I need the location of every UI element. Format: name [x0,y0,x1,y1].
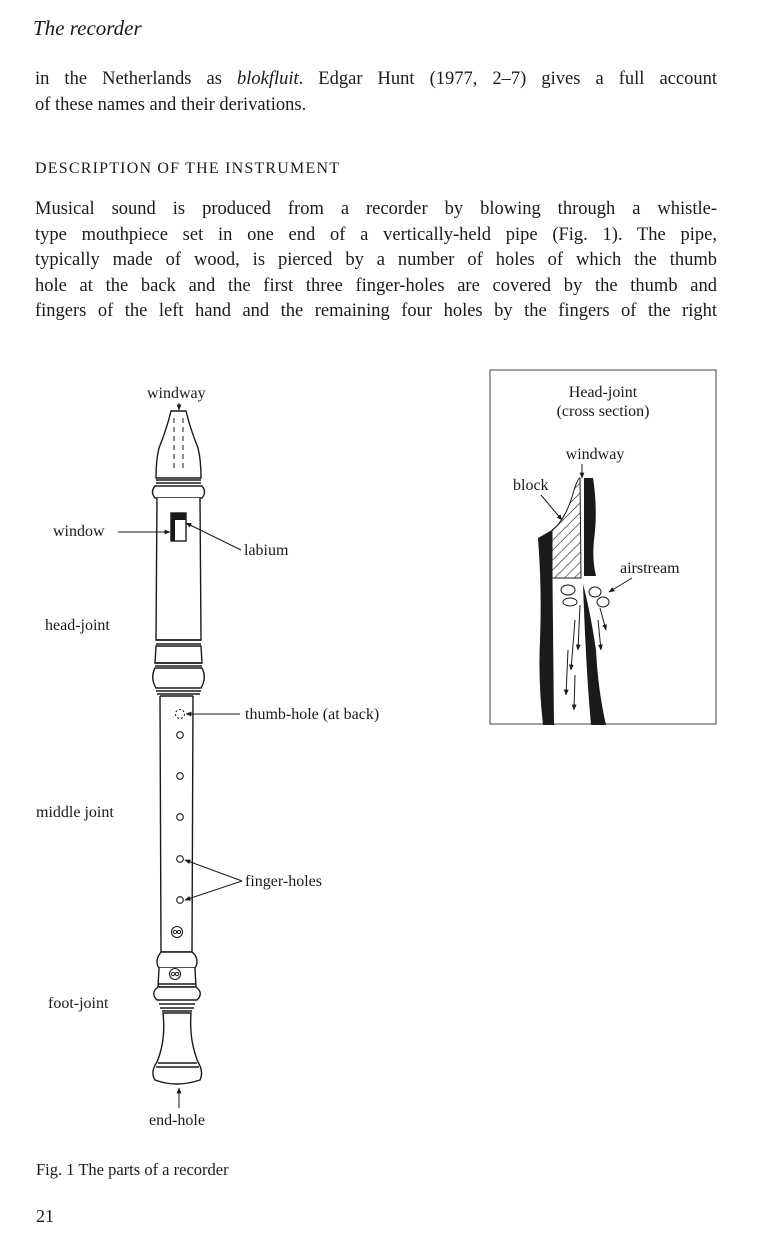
label-thumb-hole: thumb-hole (at back) [245,706,380,723]
label-window: window [53,523,105,540]
paragraph-line: of these names and their derivations. [35,94,307,115]
label-finger-holes: finger-holes [245,873,322,890]
inset-title: Head-joint [568,384,638,401]
running-head: The recorder [33,16,142,40]
paragraph-line: hole at the back and the first three finger-holes are covered by the thumb and [35,275,717,296]
recorder-labels [36,385,379,1129]
paragraph-line: fingers of the left hand and the remaining four holes by the fingers of the right [35,301,717,321]
label-labium: labium [244,542,289,559]
paragraph-line: Musical sound is produced from a recorder by blowing through a whistle- [35,199,717,219]
italic-term: blokfluit [236,69,299,89]
recorder-drawing [153,411,205,1084]
paragraph-description [35,197,717,325]
section-heading: DESCRIPTION OF THE INSTRUMENT [35,160,341,177]
label-windway: windway [147,385,206,402]
inset-label-windway: windway [565,446,625,463]
label-head-joint: head-joint [45,617,110,634]
label-foot-joint: foot-joint [48,995,109,1012]
paragraph-line: type mouthpiece set in one end of a vertically-held pipe (Fig. 1). The pipe, [35,224,717,245]
label-end-hole: end-hole [149,1112,205,1129]
figure-recorder-diagram [0,350,759,1150]
paragraph-continuation [35,67,717,118]
inset-subtitle: (cross section) [556,403,650,420]
paragraph-line: typically made of wood, is pierced by a number of holes of which the thumb [35,250,717,270]
paragraph-line: in the Netherlands as blokfluit. Edgar Hunt (1977, 2–7) gives a full account [35,69,717,89]
label-middle-joint: middle joint [36,804,114,821]
figure-caption: Fig. 1 The parts of a recorder [36,1160,229,1179]
inset-frame [490,370,716,724]
inset-label-airstream: airstream [620,560,680,577]
page-number: 21 [36,1206,54,1226]
inset-label-block: block [513,477,549,494]
cross-section-inset [490,370,716,725]
